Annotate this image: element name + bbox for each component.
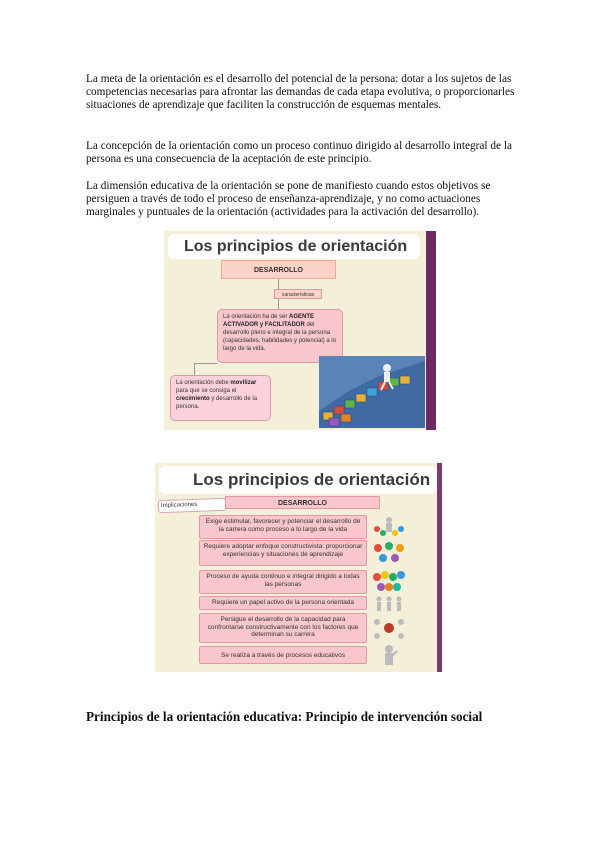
desarrollo-box: DESARROLLO xyxy=(221,260,336,279)
paragraph-goal: La meta de la orientación es el desarrollo del potencial de la persona: dotar a los sujetos de las competencias necesarias para afrontar las demandas de cada etapa evolutiva, o proporcionarles situaciones de aprendizaje que faciliten la construcción de esquemas mentales. xyxy=(86,73,515,112)
people-icon xyxy=(371,515,407,539)
figures-icon xyxy=(371,595,407,613)
thinking-person-icon xyxy=(371,643,407,669)
section-heading: Principios de la orientación educativa: Principio de intervención social xyxy=(86,709,483,724)
implication-item: Se realiza a través de procesos educativos xyxy=(199,646,367,664)
caracteristicas-box: características xyxy=(274,289,322,299)
paragraph-conception: La concepción de la orientación como un proceso continuo dirigido al desarrollo integral de la persona es una consecuencia de la aceptación de este principio. xyxy=(86,140,512,166)
implication-item: Proceso de ayuda continuo e integral dirigido a todas las personas xyxy=(199,570,367,594)
connector-line xyxy=(278,299,279,309)
desarrollo-box: DESARROLLO xyxy=(225,496,380,509)
implication-item: Requiere adoptar enfoque constructivista: proporcionar experiencias y situaciones de aprendizaje xyxy=(199,540,367,566)
connector-line xyxy=(194,363,217,364)
crowd-icon xyxy=(371,569,407,595)
connector-line xyxy=(278,279,279,289)
implication-item: Exige estimular, favorecer y potenciar el desarrollo de la carrera como proceso a lo largo de la vida xyxy=(199,515,367,539)
implicaciones-tab: Implicaciones xyxy=(158,498,226,513)
implication-item: Persigue el desarrollo de la capacidad para confrontarse constructivamente con los factores que determinan su carrera xyxy=(199,613,367,643)
connector-line xyxy=(194,363,195,375)
agent-description-box: La orientación ha de ser AGENTE ACTIVADOR y FACILITADOR del desarrollo pleno e integral de la persona (capacidades, habilidades y potencial) a lo largo de la vida. xyxy=(217,309,343,363)
slide-sidebar xyxy=(437,463,442,672)
paragraph-educational-dimension: La dimensión educativa de la orientación se pone de manifiesto cuando estos objetivos se persiguen a través de todo el proceso de enseñanza-aprendizaje, y no como actuaciones marginales y puntuales de la orientación (actividades para la activación del desarrollo). xyxy=(86,180,491,219)
puzzle-path-illustration xyxy=(319,356,425,428)
team-icon xyxy=(371,614,407,642)
slide-title: Los principios de orientación xyxy=(159,466,437,494)
slide-principles-implications xyxy=(155,463,442,672)
slide-title: Los principios de orientación xyxy=(168,234,420,259)
group-icon xyxy=(371,540,407,568)
slide-principles-development xyxy=(164,231,436,430)
slide-sidebar xyxy=(426,231,436,430)
implication-item: Requiere un papel activo de la persona orientada xyxy=(199,596,367,610)
mobilize-description-box: La orientación debe movilizar para que se consiga el crecimiento y desarrollo de la persona. xyxy=(170,375,271,421)
